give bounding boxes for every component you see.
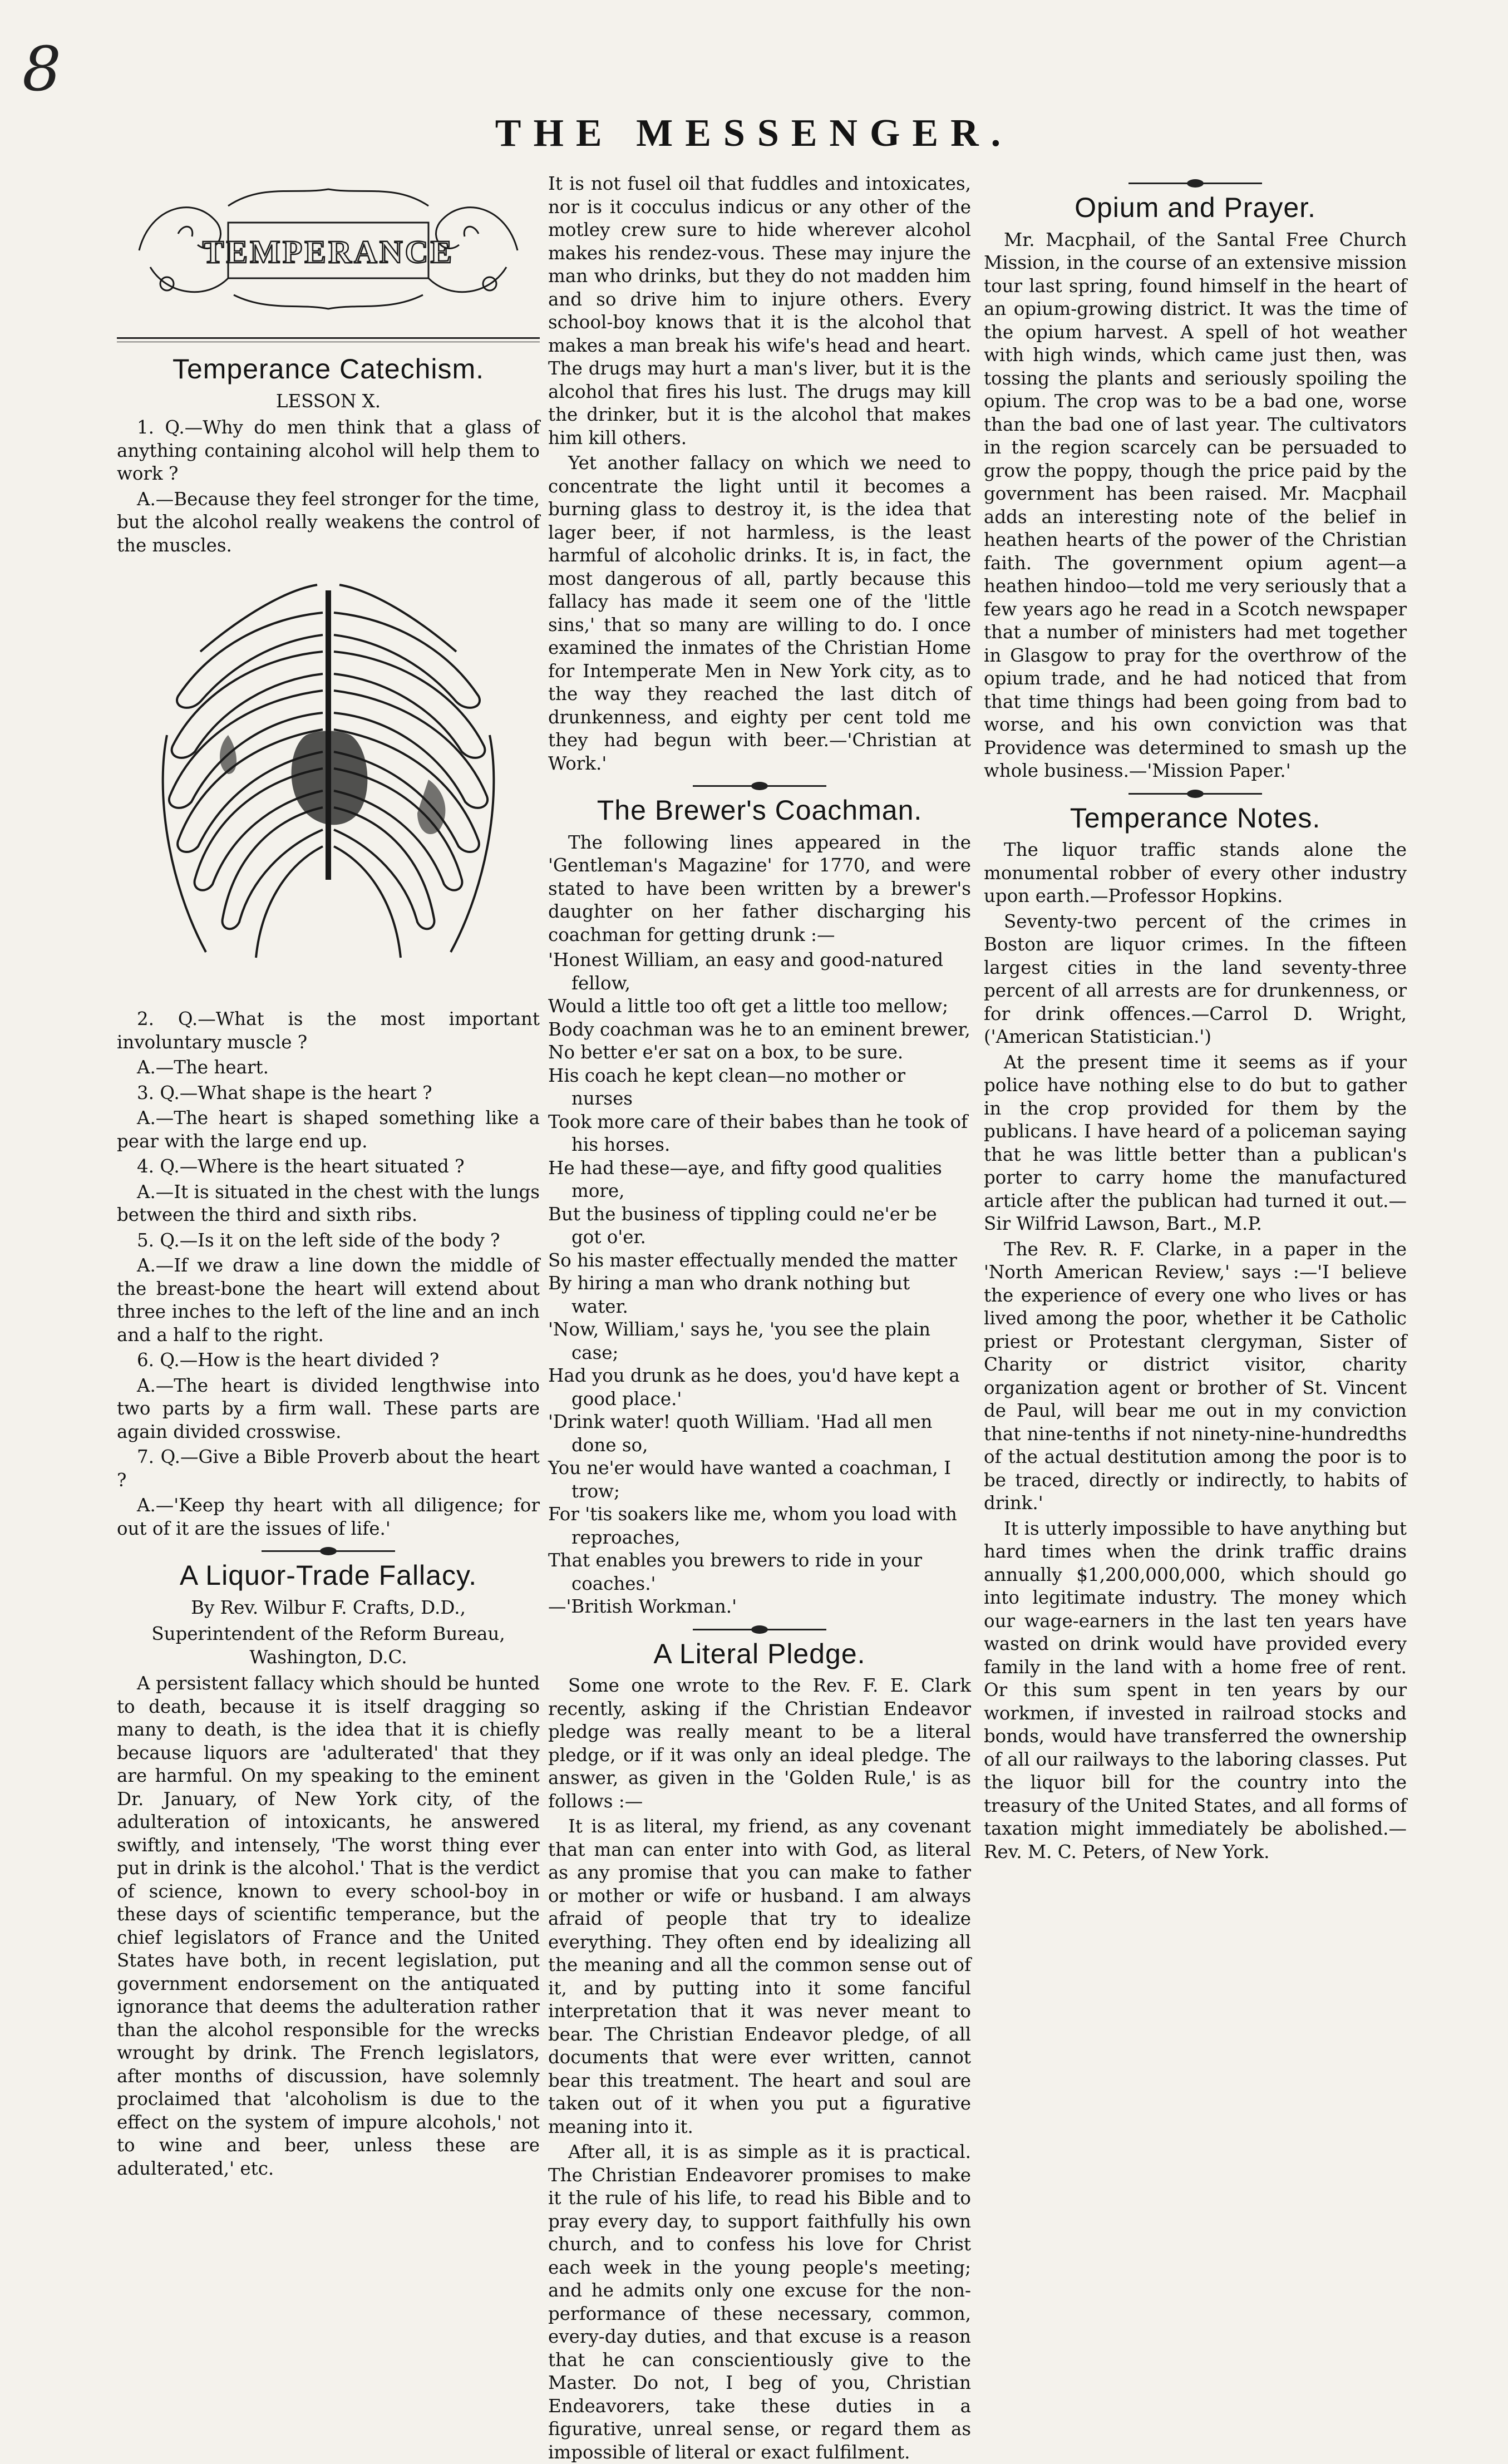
pledge-paragraph-1: Some one wrote to the Rev. F. E. Clark recently, asking if the Christian Endeavor pledge was really meant to be a literal pledge, or if it was only an ideal pledge. The answer, as given in the 'Golden Rule,' is as follows :— bbox=[548, 1675, 971, 1812]
catechism-a4: A.—It is situated in the chest with the lungs between the third and sixth ribs. bbox=[117, 1181, 540, 1225]
fallacy-paragraph-1: A persistent fallacy which should be hunted to death, because it is itself dragging so many to death, is the idea that it is chiefly because liquors are 'adulterated' that they are harmful. On my speaking to the eminent Dr. January, of New York city, of the adulteration of intoxicants, he answered swiftly, and intensely, 'The worst thing ever put in drink is the alcohol.' That is the verdict of science, known to every school-boy in these days of scientific temperance, but the chief legislators of France and the United States have both, in recent legislation, put government endorsement on the antiquated ignorance that deems the adulteration rather than the alcohol responsible for the wrecks wrought by drink. The French legislators, after months of discussion, have solemnly proclaimed that 'alcoholism is due to the effect on the system of impure alcohols,' not to wine and beer, unless these are adulterated,' etc. bbox=[117, 1673, 540, 2179]
fallacy-paragraph-3: Yet another fallacy on which we need to concentrate the light until it becomes a burning glass to destroy it, is the idea that lager beer, if not harmless, is the least harmful of alcoholic drinks. It is, in fact, the most dangerous of all, partly because this fallacy has made it seem one of the 'little sins,' that so many are willing to do. I once examined the inmates of the Christian Home for Intemperate Men in New York city, as to the way they reached the last ditch of drunkenness, and eighty per cent told me they had begun with beer.—'Christian at Work.' bbox=[548, 452, 971, 774]
catechism-a7: A.—'Keep thy heart with all diligence; for out of it are the issues of life.' bbox=[117, 1495, 540, 1539]
poem-line: No better e'er sat on a box, to be sure. bbox=[548, 1042, 904, 1063]
ornament-scroll-icon bbox=[117, 173, 540, 323]
poem-line: Had you drunk as he does, you'd have kept a good place.' bbox=[548, 1365, 960, 1410]
masthead: THE MESSENGER. bbox=[495, 112, 1013, 155]
poem-line: For 'tis soakers like me, whom you load with reproaches, bbox=[548, 1504, 957, 1548]
notes-paragraph-5: It is utterly impossible to have anything but hard times when the drink traffic drains annually $1,200,000,000, which should go into legitimate industry. The money which our wage-earners in the last ten years have wasted on drink would have provided every family in the land with a home free of rent. Or this sum spent in ten years by our workmen, if invested in railroad stocks and bonds, would have transferred the ownership of all our railways to the laboring classes. Put the liquor bill for the country into the treasury of the United States, and all forms of taxation might immediately be abolished.—Rev. M. C. Peters, of New York. bbox=[984, 1517, 1407, 1862]
section-divider bbox=[693, 1629, 826, 1630]
catechism-q2: 2. Q.—What is the most important involuntary muscle ? bbox=[117, 1008, 540, 1053]
catechism-a3: A.—The heart is shaped something like a pear with the large end up. bbox=[117, 1107, 540, 1152]
lesson-number: LESSON X. bbox=[275, 390, 381, 412]
brewer-poem bbox=[548, 949, 971, 1619]
catechism-q7: 7. Q.—Give a Bible Proverb about the heart ? bbox=[117, 1446, 540, 1491]
poem-line: 'Drink water! quoth William. 'Had all men done so, bbox=[548, 1411, 933, 1456]
poem-line: He had these—aye, and fifty good qualities more, bbox=[548, 1157, 942, 1201]
fallacy-paragraph-2: It is not fusel oil that fuddles and intoxicates, nor is it cocculus indicus or any other of the motley crew sure to hide wherever alcohol makes his rendez-vous. These may injure the man who drinks, but they do not madden him and so drive him to injure others. Every school-boy knows that it is the alcohol that makes a man break his wife's head and heart. The drugs may hurt a man's liver, but it is the alcohol that fires his lust. The drugs may kill the drinker, but it is the alcohol that makes him kill others. bbox=[548, 173, 971, 449]
banner-text: TEMPERANCE bbox=[202, 234, 455, 270]
poem-line: 'Now, William,' says he, 'you see the plain case; bbox=[548, 1319, 931, 1363]
poem-line: 'Honest William, an easy and good-natured fellow, bbox=[548, 949, 944, 994]
poem-line: That enables you brewers to ride in your coaches.' bbox=[548, 1550, 923, 1594]
section-divider bbox=[262, 1550, 395, 1552]
pledge-title: A Literal Pledge. bbox=[653, 1638, 866, 1669]
temperance-banner bbox=[117, 173, 540, 334]
poem-line: So his master effectually mended the matter bbox=[548, 1249, 957, 1271]
section-divider bbox=[1128, 793, 1262, 795]
notes-title: Temperance Notes. bbox=[1070, 802, 1321, 834]
catechism-title: Temperance Catechism. bbox=[172, 353, 485, 385]
fallacy-byline: By Rev. Wilbur F. Crafts, D.D., bbox=[191, 1596, 466, 1618]
poem-line: Body coachman was he to an eminent brewer, bbox=[548, 1018, 970, 1040]
ribcage-illustration bbox=[117, 568, 540, 997]
fallacy-title: A Liquor-Trade Fallacy. bbox=[179, 1560, 477, 1591]
brewer-title: The Brewer's Coachman. bbox=[597, 795, 923, 826]
pledge-paragraph-3: After all, it is as simple as it is practical. The Christian Endeavorer promises to make it the rule of his life, to read his Bible and to pray every day, to support faithfully his own church, and to confess his love for Christ each week in the young people's meeting; and he admits only one excuse for the non-performance of these necessary, common, every-day duties, and that excuse is a reason that he can conscientiously give to the Master. Do not, I beg of you, Christian Endeavorers, take these duties in a figurative, unreal sense, or regard them as impossible of literal or exact fulfilment. bbox=[548, 2141, 971, 2463]
catechism-a1: A.—Because they feel stronger for the time, but the alcohol really weakens the control of the muscles. bbox=[117, 488, 540, 556]
catechism-a6: A.—The heart is divided lengthwise into two parts by a firm wall. These parts are again divided crosswise. bbox=[117, 1374, 540, 1442]
section-divider bbox=[1128, 183, 1262, 184]
poem-line: You ne'er would have wanted a coachman, I trow; bbox=[548, 1457, 951, 1502]
catechism-q3: 3. Q.—What shape is the heart ? bbox=[137, 1082, 432, 1103]
poem-line: His coach he kept clean—no mother or nurses bbox=[548, 1065, 906, 1109]
catechism-a5: A.—If we draw a line down the middle of the breast-bone the heart will extend about three inches to the left of the line and an inch and a half to the right. bbox=[117, 1255, 540, 1346]
column-1 bbox=[117, 173, 540, 2376]
catechism-q4: 4. Q.—Where is the heart situated ? bbox=[137, 1156, 465, 1177]
pledge-paragraph-2: It is as literal, my friend, as any covenant that man can enter into with God, as literal as any promise that you can make to father or mother or wife or husband. I am always afraid of people that try to idealize everything. They often end by idealizing all the meaning and all the common sense out of it, and by putting into it some fanciful interpretation that it was never meant to bear. The Christian Endeavor pledge, of all documents that were ever written, cannot bear this treatment. The heart and soul are taken out of it when you put a figurative meaning into it. bbox=[548, 1816, 971, 2137]
notes-paragraph-4: The Rev. R. F. Clarke, in a paper in the 'North American Review,' says :—'I believe the experience of every one who lives or has lived among the poor, whether it be Catholic priest or Protestant clergyman, Sister of Charity or district visitor, charity organization agent or brother of St. Vincent de Paul, will bear me out in my conviction that nine-tenths if not ninety-nine-hundredths of the actual destitution among the poor is to be traced, directly or indirectly, to habits of drink.' bbox=[984, 1238, 1407, 1514]
poem-line: Took more care of their babes than he took of his horses. bbox=[548, 1111, 968, 1155]
brewer-intro: The following lines appeared in the 'Gentleman's Magazine' for 1770, and were stated to have been written by a brewer's daughter on her father discharging his coachman for getting drunk :— bbox=[548, 831, 971, 945]
ribcage-heart-icon bbox=[117, 568, 540, 997]
catechism-a2: A.—The heart. bbox=[137, 1057, 269, 1078]
catechism-q5: 5. Q.—Is it on the left side of the body ? bbox=[137, 1229, 500, 1251]
notes-paragraph-1: The liquor traffic stands alone the monumental robber of every other industry upon earth.—Professor Hopkins. bbox=[984, 839, 1407, 906]
notes-paragraph-3: At the present time it seems as if your police have nothing else to do but to gather in the crop provided for them by the publicans. I have heard of a policeman saying that he was little better than a publican's porter to carry home the manufactured article after the publican had turned it out.—Sir Wilfrid Lawson, Bart., M.P. bbox=[984, 1051, 1407, 1234]
page-number: 8 bbox=[22, 33, 61, 105]
column-2 bbox=[548, 173, 971, 2463]
section-divider bbox=[693, 785, 826, 787]
poem-source: —'British Workman.' bbox=[548, 1596, 737, 1617]
notes-paragraph-2: Seventy-two percent of the crimes in Boston are liquor crimes. In the fifteen largest cities in the land seventy-three percent of all arrests are for drunkenness, or for drink offences.—Carrol D. Wright, ('American Statistician.') bbox=[984, 910, 1407, 1047]
opium-title: Opium and Prayer. bbox=[1075, 192, 1316, 223]
poem-line: But the business of tippling could ne'er be got o'er. bbox=[548, 1203, 937, 1248]
catechism-q6: 6. Q.—How is the heart divided ? bbox=[137, 1349, 440, 1371]
poem-line: By hiring a man who drank nothing but water. bbox=[548, 1273, 910, 1317]
catechism-q1: 1. Q.—Why do men think that a glass of anything containing alcohol will help them to work ? bbox=[117, 417, 540, 484]
column-3 bbox=[984, 173, 1407, 2376]
fallacy-affiliation: Superintendent of the Reform Bureau, Washington, D.C. bbox=[151, 1623, 505, 1668]
section-rule bbox=[117, 337, 540, 342]
opium-paragraph-1: Mr. Macphail, of the Santal Free Church Mission, in the course of an extensive mission tour last spring, found himself in the heart of an opium-growing district. It was the time of the opium harvest. A spell of hot weather with high winds, which came just then, was tossing the plants and seriously spoiling the opium. The crop was to be a bad one, worse than the bad one of last year. The cultivators in the region scarcely can be persuaded to grow the poppy, though the price paid by the government has been raised. Mr. Macphail adds an interesting note of the belief in heathen hearts of the power of the Christian faith. The government opium agent—a heathen hindoo—told me very seriously that a few years ago he read in a Scotch newspaper that a number of ministers had met together in Glasgow to pray for the overthrow of the opium trade, and he had noticed that from that time things had been going from bad to worse, and his own conviction was that Providence was determined to smash up the whole business.—'Mission Paper.' bbox=[984, 229, 1407, 781]
poem-line: Would a little too oft get a little too mellow; bbox=[548, 996, 949, 1017]
